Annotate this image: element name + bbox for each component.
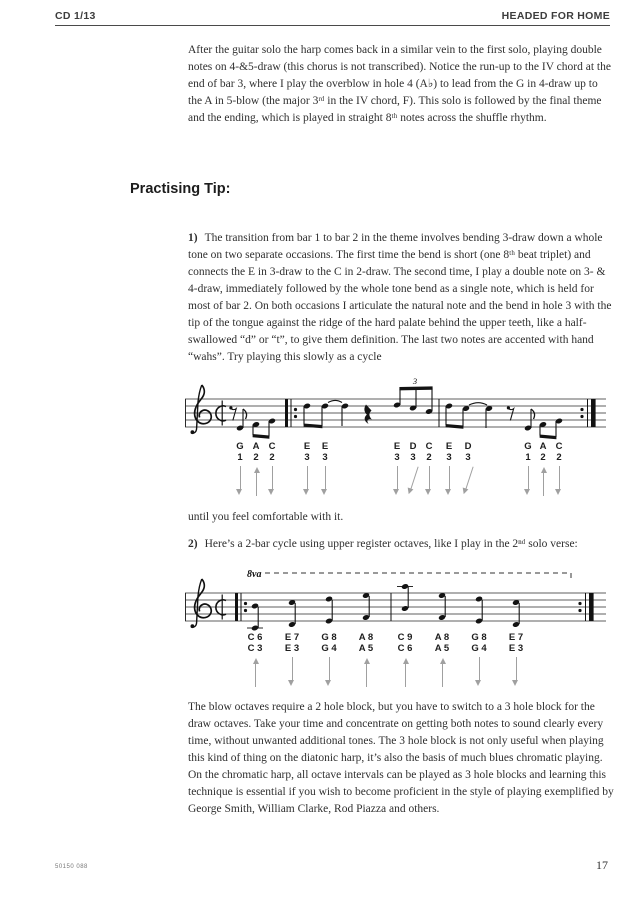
quarter-rest [364,405,371,425]
breath-arrow-icon [324,657,335,687]
tab-note: D 3 [399,441,427,498]
tie [328,400,342,402]
final-notes [524,409,563,439]
octave-line [247,569,571,580]
header-song-title: HEADED FOR HOME [501,10,610,22]
tip-1-paragraph [188,230,614,366]
tab-octave: G 8 G 4 [464,632,494,689]
breath-arrow-icon [511,657,522,687]
breath-arrow-icon [320,466,331,496]
breath-arrow-icon [267,466,278,496]
breath-arrow-icon [250,657,261,687]
tab-note: C 2 [258,441,286,498]
breath-arrow-icon [437,657,448,687]
triplet-number: 3 [412,376,418,386]
page-number: 17 [596,858,608,872]
breath-arrow-icon [400,657,411,687]
music-staff-2 [185,563,609,633]
closing-paragraph: The blow octaves require a 2 hole block, but you have to switch to a 3 hole block for the draw octaves. Take your time and concentrate on getting both notes to sound clearly every time, without unwanted additional tones. The 3 hole block is not only useful when playing this kind of thing on the diatonic harp, it’s also the basis of much blues chromatic playing. On the chromatic harp, all octave intervals can be played as 3 hole blocks and learning this technique is essential if you wish to become proficient in the style of playing exemplified by George Smith, William Clarke, Rod Piazza and others. [188,701,614,815]
tab-note: E 3 [311,441,339,498]
tip-1-text: The transition from bar 1 to bar 2 in the theme involves bending 3-draw down a whole tone on two separate occasions. The first time the bend is short (one 8ᵗʰ beat triplet) and connects the E in 3-draw to the C in 2-draw. The second time, I play a double note on 3- & 4-draw, immediately followed by the whole tone bend as a single note, which is held for most of bar 2. On both occasions I articulate the natural note and the bend in hole 3 with the tip of the tongue against the ridge of the hard palate behind the upper teeth, like a half-swallowed “d” or “t”, to give them definition. The last two notes are accented with hand “wahs”. Try playing this slowly as a cycle [188,232,612,363]
tab-note: D 3 [454,441,482,498]
bar2-notes [445,403,493,429]
section-heading: Practising Tip: [130,181,231,197]
breath-arrow-icon [287,657,298,687]
pickup-notes [236,409,276,439]
after-example-text: until you feel comfortable with it. [188,511,344,523]
tab-octave: E 7 E 3 [277,632,307,689]
tab-octave: E 7 E 3 [501,632,531,689]
tip-2-text: Here’s a 2-bar cycle using upper register octaves, like I play in the 2ⁿᵈ solo verse: [204,538,578,550]
tab-note: C 2 [545,441,573,498]
catalog-number: 50150 088 [55,864,88,870]
tab-note: E 3 [293,441,321,498]
tab-octave: A 8 A 5 [427,632,457,689]
tab-octave: A 8 A 5 [351,632,381,689]
tab-note: A 2 [242,441,270,498]
tab-note: E 3 [435,441,463,498]
tab-octave: C 9 C 6 [390,632,420,689]
breath-arrow-icon [424,466,435,496]
triplet-notes [393,376,433,415]
breath-arrow-icon [554,466,565,496]
music-staff-1 [185,376,609,448]
tab-note: A 2 [529,441,557,498]
tip-2-number: 2) [188,538,198,550]
tip-2-paragraph [188,536,578,553]
harmonica-tab-example-1 [185,441,609,507]
breath-arrow-icon [458,465,478,497]
page-header [55,10,610,26]
harmonica-tab-example-2 [185,632,609,694]
header-cd-track: CD 1/13 [55,10,96,22]
tab-octave: G 8 G 4 [314,632,344,689]
breath-arrow-icon [361,657,372,687]
tab-octave: C 6 C 3 [240,632,270,689]
octave-label: 8va [247,569,262,580]
tab-note: C 2 [415,441,443,498]
intro-paragraph: After the guitar solo the harp comes back in a similar vein to the first solo, playing double notes on 4-&5-draw (this chorus is not transcribed). Notice the run-up to the IV chord at the end of bar 3, where I play the overblow in hole 4 (A♭) to lead from the G in 4-draw up to the A in 5-blow (the major 3ʳᵈ in the IV chord, F). This solo is followed by the final theme and the ending, which is played in straight 8ᵗʰ notes across the shuffle rhythm. [188,44,611,124]
breath-arrow-icon [474,657,485,687]
tip-1-number: 1) [188,232,198,244]
tie [469,403,487,405]
staff-lines [185,593,606,621]
tab-note: E 3 [383,441,411,498]
breath-arrow-icon [444,466,455,496]
tab-note: G 1 [514,441,542,498]
bar1-notes [303,400,349,428]
tab-note: G 1 [226,441,254,498]
